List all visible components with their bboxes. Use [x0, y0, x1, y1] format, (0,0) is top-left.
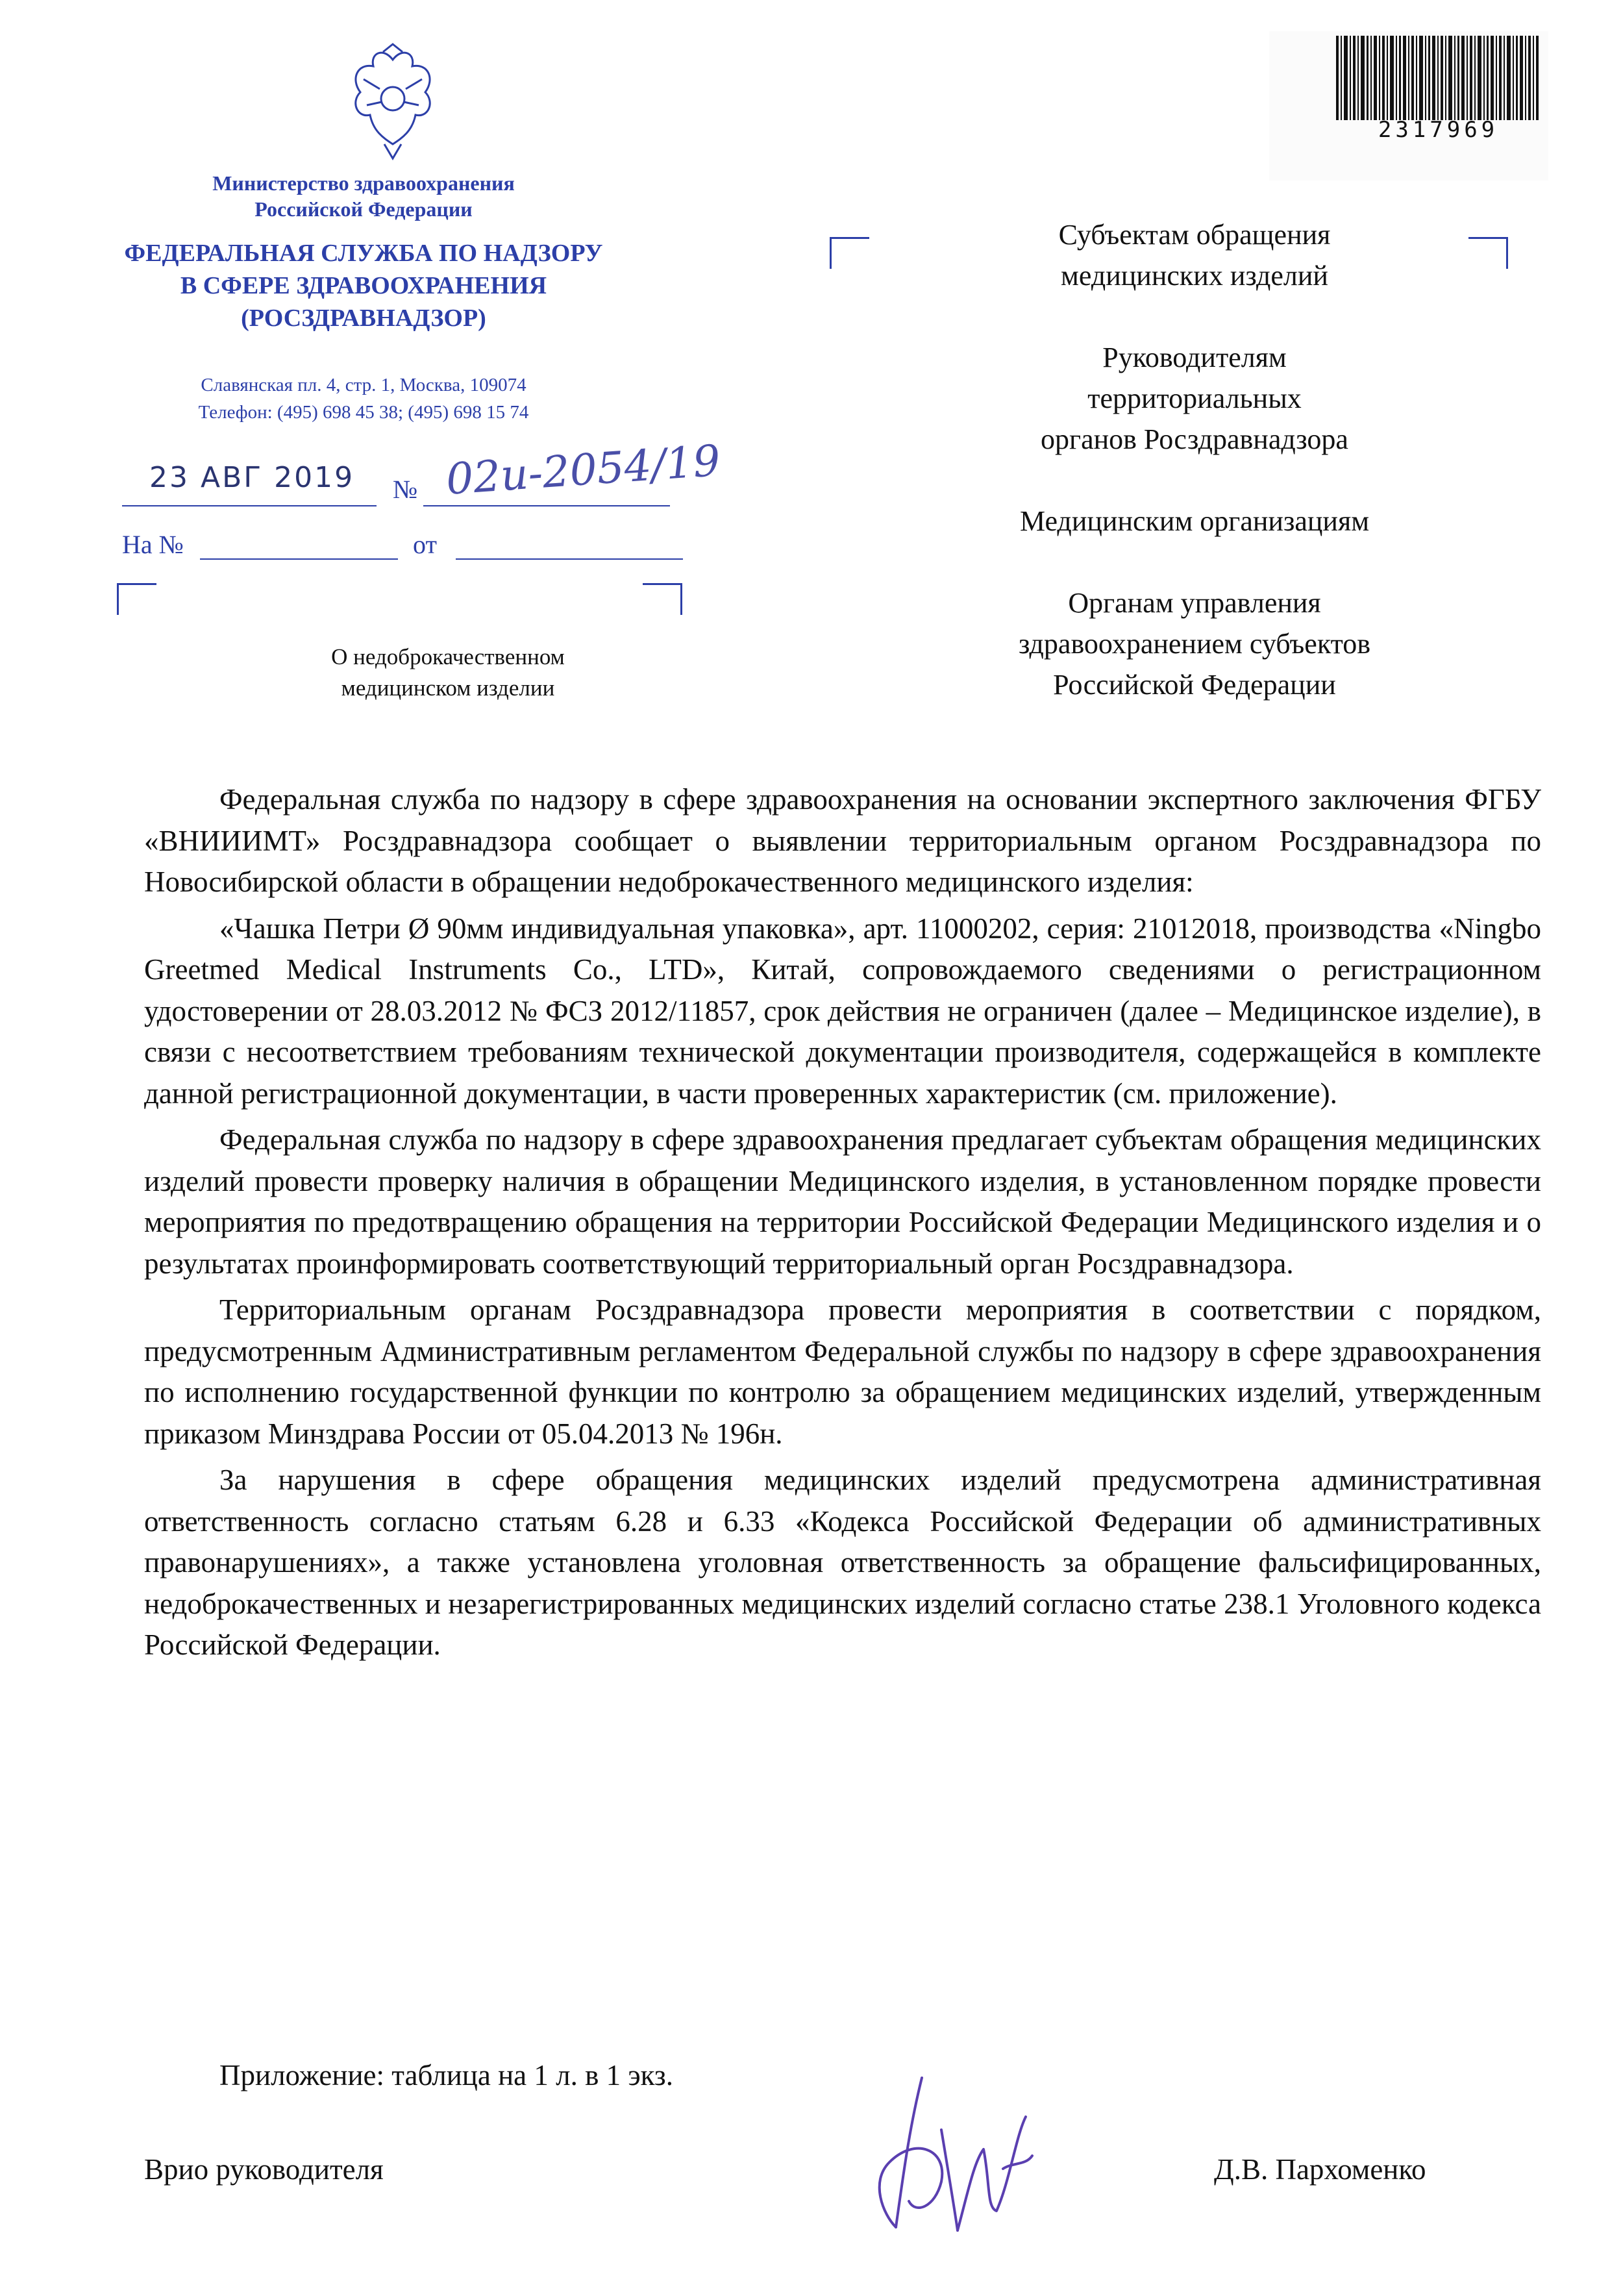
addressee-group	[909, 337, 1480, 460]
coat-of-arms-emblem	[344, 40, 441, 164]
addressee-block	[909, 214, 1480, 746]
body-paragraph: Территориальным органам Росздравнадзора провести мероприятия в соответствии с порядком, предусмотренным Административным регламентом Федеральной службы по надзору в сфере здравоохранения по исполнению государственной функции по контролю за обращением медицинских изделий, утвержденным приказом Минздрава России от 05.04.2013 № 196н.	[144, 1293, 1541, 1450]
attachment-note: Приложение: таблица на 1 л. в 1 экз.	[219, 2059, 673, 2091]
registration-number: 02и-2054/19	[444, 435, 722, 505]
body-paragraph: «Чашка Петри Ø 90мм индивидуальная упаковка», арт. 11000202, серия: 21012018, производства «Ningbo Greetmed Medical Instruments Co., LTD», Китай, сопровождаемого сведениями о регистрационном удостоверении от 28.03.2012 № ФСЗ 2012/11857, срок действия не ограничен (далее – Медицинское изделие), в связи с несоответствием требованиям технической документации производителя, содержащейся в комплекте данной регистрационной документации, в части проверенных характеристик (см. приложение).	[144, 912, 1541, 1110]
body-paragraph: Федеральная служба по надзору в сфере здравоохранения предлагает субъектам обращения медицинских изделий провести проверку наличия в обращении Медицинского изделия, в установленном порядке провести мероприятия по предотвращению обращения на территории Российской Федерации Медицинского изделия и о результатах проинформировать соответствующий территориальный орган Росздравнадзора.	[144, 1123, 1541, 1280]
org-address: Славянская пл. 4, стр. 1, Москва, 109074	[201, 375, 526, 395]
number-label: №	[393, 475, 418, 504]
reply-to-label: На №	[122, 530, 184, 559]
barcode-number: 2317969	[1378, 117, 1499, 143]
addressee-line: органов Росздравнадзора	[1041, 423, 1348, 455]
addressee-line: Субъектам обращения	[1058, 219, 1331, 251]
barcode-icon	[1336, 36, 1541, 120]
reply-to-underline	[200, 558, 398, 560]
date-underline	[122, 505, 377, 506]
service-line: В СФЕРЕ ЗДРАВООХРАНЕНИЯ	[180, 272, 547, 299]
addressee-line: Российской Федерации	[1053, 669, 1336, 701]
subject-bracket-left	[117, 583, 156, 615]
addressee-line: Медицинским организациям	[1019, 505, 1370, 537]
addressee-line: Органам управления	[1068, 587, 1321, 619]
signer-name: Д.В. Пархоменко	[1214, 2153, 1426, 2186]
addressee-line: здравоохранением субъектов	[1018, 628, 1371, 660]
subject-line: медицинском изделии	[341, 675, 555, 701]
registration-date-stamp: 23 АВГ 2019	[149, 461, 355, 494]
body-paragraph: Федеральная служба по надзору в сфере здравоохранения на основании экспертного заключения ФГБУ «ВНИИИМТ» Росздравнадзора сообщает о выявлении территориальным органом Росздравнадзора по Новосибирской области в обращении недоброкачественного медицинского изделия:	[144, 783, 1541, 898]
service-line: ФЕДЕРАЛЬНАЯ СЛУЖБА ПО НАДЗОРУ	[124, 240, 603, 267]
addressee-line: территориальных	[1087, 382, 1302, 414]
ministry-line: Российской Федерации	[254, 197, 473, 221]
service-line: (РОСЗДРАВНАДЗОР)	[241, 305, 486, 332]
ministry-name	[117, 170, 610, 222]
service-name	[84, 237, 643, 334]
addressee-line: медицинских изделий	[1061, 260, 1328, 292]
reply-date-underline	[456, 558, 683, 560]
addressee-group	[909, 582, 1480, 705]
letter-body	[144, 779, 1541, 1671]
ministry-line: Министерство здравоохранения	[212, 171, 515, 195]
subject-bracket-right	[643, 583, 682, 615]
body-paragraph: За нарушения в сфере обращения медицинских изделий предусмотрена административная ответственность согласно статьям 6.28 и 6.33 «Кодекса Российской Федерации об административных правонарушениях», а также установлена уголовная ответственность за обращение фальсифицированных, недоброкачественных и незарегистрированных медицинских изделий согласно статье 238.1 Уголовного кодекса Российской Федерации.	[144, 1464, 1541, 1661]
addressee-group	[909, 214, 1480, 296]
reply-date-label: от	[413, 530, 437, 559]
addressee-line: Руководителям	[1102, 342, 1287, 373]
org-contacts	[104, 371, 623, 426]
addressee-bracket-left	[830, 237, 869, 269]
subject-line: О недоброкачественном	[331, 644, 565, 669]
handwritten-signature	[844, 2052, 1117, 2247]
addressee-group	[909, 501, 1480, 542]
org-phone: Телефон: (495) 698 45 38; (495) 698 15 74	[198, 402, 529, 423]
signer-title: Врио руководителя	[144, 2153, 384, 2186]
number-underline	[423, 505, 670, 506]
letter-subject	[247, 642, 649, 704]
